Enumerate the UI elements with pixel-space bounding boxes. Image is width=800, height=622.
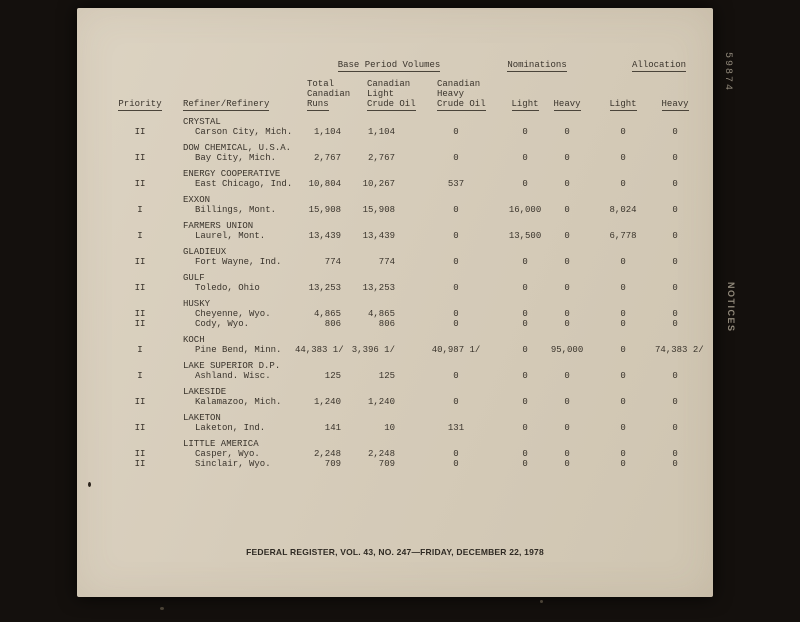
company-row — [113, 433, 711, 449]
company-name: LAKETON — [183, 413, 221, 423]
cell-priority: II — [134, 319, 146, 329]
nominations-header — [483, 60, 591, 79]
spacer-cell — [113, 137, 167, 153]
company-row — [113, 189, 711, 205]
cell-alloc-heavy: 0 — [672, 319, 678, 329]
scan-speck — [88, 482, 91, 487]
company-row — [113, 137, 711, 153]
cell-alloc-heavy: 0 — [672, 257, 678, 267]
footer-citation: FEDERAL REGISTER, VOL. 43, NO. 247—FRIDAY, DECEMBER 22, 1978 — [246, 547, 544, 557]
cell-heavy-crude: 40,987 1/ — [431, 345, 481, 355]
cell-location: Cheyenne, Wyo. — [195, 309, 271, 319]
refinery-line-row — [113, 231, 711, 241]
header-line — [113, 99, 167, 109]
company-row — [113, 215, 711, 231]
refinery-line-row — [113, 257, 711, 267]
header-line — [437, 99, 486, 109]
cell-total: 44,383 1/ — [295, 345, 344, 355]
cell-total: 125 — [324, 371, 341, 381]
cell-total: 13,439 — [308, 231, 341, 241]
cell-heavy-crude: 0 — [453, 283, 459, 293]
refinery-line-row — [113, 459, 711, 469]
refinery-line-row — [113, 345, 711, 355]
cell-alloc-heavy: 0 — [672, 127, 678, 137]
company-name: LAKE SUPERIOR D.P. — [183, 361, 281, 371]
company-name: LITTLE AMERICA — [183, 439, 259, 449]
header-line — [543, 99, 591, 109]
cell-priority: I — [137, 371, 143, 381]
company-row — [113, 381, 711, 397]
cell-priority: II — [134, 449, 146, 459]
company-name: HUSKY — [183, 299, 211, 309]
cell-nom-heavy: 0 — [564, 257, 570, 267]
scan-speck — [540, 600, 543, 603]
cell-alloc-light: 0 — [620, 179, 626, 189]
cell-nom-light: 0 — [522, 459, 528, 469]
cell-nom-light: 0 — [522, 319, 528, 329]
cell-total: 4,865 — [313, 309, 341, 319]
refinery-line-row — [113, 205, 711, 215]
cell-alloc-heavy: 0 — [672, 449, 678, 459]
cell-alloc-light: 0 — [620, 345, 626, 355]
cell-nom-heavy: 0 — [564, 153, 570, 163]
cell-nom-light: 0 — [522, 179, 528, 189]
cell-nom-heavy: 0 — [564, 309, 570, 319]
cell-alloc-light: 0 — [620, 127, 626, 137]
cell-location: Kalamazoo, Mich. — [195, 397, 282, 407]
company-name: KOCH — [183, 335, 205, 345]
cell-alloc-heavy: 0 — [672, 371, 678, 381]
cell-location: Ashland. Wisc. — [195, 371, 271, 381]
cell-nom-heavy: 0 — [564, 459, 570, 469]
cell-total: 1,240 — [313, 397, 341, 407]
column-header-nom-heavy — [543, 79, 591, 111]
cell-alloc-heavy: 0 — [672, 459, 678, 469]
notices-vertical-label: NOTICES — [726, 282, 736, 333]
company-name: DOW CHEMICAL, U.S.A. — [183, 143, 292, 153]
spacer-cell — [113, 163, 167, 179]
refinery-line-row — [113, 283, 711, 293]
header-line-underlined: Light — [511, 99, 539, 109]
spacer-cell — [113, 111, 167, 127]
company-name: ENERGY COOPERATIVE — [183, 169, 281, 179]
cell-location: Billings, Mont. — [195, 205, 277, 215]
cell-nom-light: 0 — [522, 397, 528, 407]
refinery-line-row — [113, 127, 711, 137]
allocation-header — [591, 60, 711, 79]
header-line-underlined: Heavy — [661, 99, 689, 109]
cell-light-crude: 13,253 — [362, 283, 395, 293]
cell-priority: II — [134, 283, 146, 293]
header-line: Total — [307, 79, 335, 89]
company-row — [113, 329, 711, 345]
company-name: EXXON — [183, 195, 211, 205]
cell-nom-light: 0 — [522, 371, 528, 381]
cell-priority: I — [137, 205, 143, 215]
cell-light-crude: 709 — [378, 459, 395, 469]
cell-nom-heavy: 0 — [564, 205, 570, 215]
table-body — [113, 111, 711, 469]
cell-heavy-crude: 0 — [453, 319, 459, 329]
header-line — [367, 99, 416, 109]
base-period-volumes-header-label: Base Period Volumes — [337, 60, 441, 70]
header-line: Canadian — [367, 79, 411, 89]
cell-alloc-light: 0 — [620, 319, 626, 329]
cell-alloc-heavy: 0 — [672, 179, 678, 189]
header-line — [507, 99, 543, 109]
column-header-total — [295, 79, 351, 111]
scan-speck — [160, 607, 164, 610]
header-line-underlined: Priority — [118, 99, 162, 109]
company-row — [113, 267, 711, 283]
header-line — [307, 99, 347, 109]
company-row — [113, 163, 711, 179]
refinery-line-row — [113, 319, 711, 329]
cell-alloc-heavy: 0 — [672, 309, 678, 319]
refinery-line-row — [113, 449, 711, 459]
column-header-alloc-light — [591, 79, 655, 111]
cell-alloc-light: 0 — [620, 423, 626, 433]
spacer-cell — [113, 407, 167, 423]
refinery-line-row — [113, 153, 711, 163]
base-period-volumes-header — [295, 60, 483, 79]
cell-heavy-crude: 0 — [453, 309, 459, 319]
nominations-header-label: Nominations — [507, 60, 567, 70]
refinery-line-row — [113, 423, 711, 433]
cell-nom-heavy: 0 — [564, 283, 570, 293]
refinery-line-row — [113, 397, 711, 407]
cell-alloc-heavy: 0 — [672, 397, 678, 407]
cell-alloc-light: 0 — [620, 397, 626, 407]
cell-nom-light: 0 — [522, 283, 528, 293]
cell-nom-heavy: 0 — [564, 397, 570, 407]
cell-heavy-crude: 0 — [453, 397, 459, 407]
column-header-priority — [113, 79, 167, 111]
spacer-cell — [113, 293, 167, 309]
column-header-nom-light — [483, 79, 543, 111]
cell-nom-light: 0 — [522, 345, 528, 355]
cell-nom-heavy: 0 — [564, 423, 570, 433]
cell-alloc-light: 6,778 — [609, 231, 637, 241]
cell-heavy-crude: 0 — [453, 231, 459, 241]
cell-nom-light: 0 — [522, 153, 528, 163]
cell-priority: I — [137, 231, 143, 241]
cell-total: 2,248 — [313, 449, 341, 459]
cell-location: Cody, Wyo. — [195, 319, 250, 329]
spacer-cell — [113, 189, 167, 205]
header-line-underlined: Light — [609, 99, 637, 109]
cell-nom-heavy: 0 — [564, 179, 570, 189]
cell-light-crude: 125 — [378, 371, 395, 381]
cell-location: East Chicago, Ind. — [195, 179, 293, 189]
spacer-cell — [113, 267, 167, 283]
cell-priority: II — [134, 397, 146, 407]
cell-alloc-light: 0 — [620, 459, 626, 469]
cell-nom-light: 0 — [522, 257, 528, 267]
cell-heavy-crude: 0 — [453, 449, 459, 459]
cell-alloc-heavy: 0 — [672, 153, 678, 163]
cell-light-crude: 2,248 — [367, 449, 395, 459]
cell-location: Carson City, Mich. — [195, 127, 293, 137]
cell-priority: II — [134, 309, 146, 319]
header-line — [591, 99, 655, 109]
company-row — [113, 355, 711, 371]
spacer-cell — [113, 433, 167, 449]
company-name: GULF — [183, 273, 205, 283]
cell-light-crude: 10,267 — [362, 179, 395, 189]
cell-light-crude: 806 — [378, 319, 395, 329]
cell-alloc-light: 0 — [620, 309, 626, 319]
header-line: Canadian — [437, 79, 481, 89]
header-line: Heavy — [437, 89, 465, 99]
company-row — [113, 293, 711, 309]
cell-priority: II — [134, 179, 146, 189]
cell-location: Casper, Wyo. — [195, 449, 260, 459]
cell-total: 2,767 — [313, 153, 341, 163]
cell-priority: II — [134, 257, 146, 267]
refinery-line-row — [113, 179, 711, 189]
cell-total: 709 — [324, 459, 341, 469]
cell-priority: II — [134, 423, 146, 433]
cell-light-crude: 10 — [384, 423, 395, 433]
column-header-alloc-heavy — [655, 79, 711, 111]
cell-location: Toledo, Ohio — [195, 283, 260, 293]
group-header-spacer — [113, 60, 295, 79]
cell-heavy-crude: 0 — [453, 371, 459, 381]
cell-total: 806 — [324, 319, 341, 329]
cell-location: Laurel, Mont. — [195, 231, 266, 241]
cell-alloc-heavy: 0 — [672, 231, 678, 241]
cell-nom-heavy: 0 — [564, 449, 570, 459]
cell-nom-light: 0 — [522, 423, 528, 433]
cell-alloc-light: 0 — [620, 283, 626, 293]
company-row — [113, 111, 711, 127]
header-line-underlined: Refiner/Refinery — [183, 99, 270, 109]
allocation-table — [113, 60, 711, 469]
header-line-underlined: Heavy — [553, 99, 581, 109]
spacer-cell — [113, 241, 167, 257]
cell-alloc-light: 0 — [620, 449, 626, 459]
cell-alloc-light: 0 — [620, 371, 626, 381]
document-page — [77, 8, 713, 597]
cell-alloc-heavy: 0 — [672, 423, 678, 433]
cell-light-crude: 13,439 — [362, 231, 395, 241]
company-row — [113, 241, 711, 257]
header-line — [183, 99, 295, 109]
cell-light-crude: 4,865 — [367, 309, 395, 319]
column-header-heavy-crude — [409, 79, 486, 111]
allocation-header-label: Allocation — [632, 60, 687, 70]
cell-light-crude: 1,104 — [367, 127, 395, 137]
spacer-cell — [113, 215, 167, 231]
column-header-light-crude — [347, 79, 416, 111]
cell-light-crude: 2,767 — [367, 153, 395, 163]
cell-location: Fort Wayne, Ind. — [195, 257, 282, 267]
cell-priority: I — [137, 345, 143, 355]
company-name: LAKESIDE — [183, 387, 227, 397]
header-line — [655, 99, 695, 109]
cell-nom-light: 0 — [522, 309, 528, 319]
table-header — [113, 60, 711, 111]
cell-location: Pine Bend, Minn. — [195, 345, 282, 355]
cell-alloc-heavy: 0 — [672, 283, 678, 293]
cell-light-crude: 3,396 1/ — [351, 345, 395, 355]
spacer-cell — [113, 329, 167, 345]
page-number-vertical: 59874 — [722, 52, 733, 93]
cell-light-crude: 774 — [378, 257, 395, 267]
header-line: Light — [367, 89, 395, 99]
cell-priority: II — [134, 153, 146, 163]
cell-nom-light: 0 — [522, 127, 528, 137]
cell-alloc-heavy: 74,383 2/ — [655, 345, 704, 355]
cell-alloc-light: 8,024 — [609, 205, 637, 215]
header-line-underlined: Crude Oil — [367, 99, 416, 109]
column-header-row — [113, 79, 711, 111]
company-row — [113, 407, 711, 423]
column-header-refiner — [167, 79, 295, 111]
refinery-line-row — [113, 371, 711, 381]
cell-total: 13,253 — [308, 283, 341, 293]
cell-heavy-crude: 537 — [447, 179, 465, 189]
cell-nom-light: 13,500 — [508, 231, 542, 241]
cell-nom-heavy: 0 — [564, 231, 570, 241]
cell-priority: II — [134, 127, 146, 137]
header-line-underlined: Runs — [307, 99, 329, 109]
cell-nom-heavy: 0 — [564, 371, 570, 381]
cell-total: 1,104 — [313, 127, 341, 137]
cell-light-crude: 15,908 — [362, 205, 395, 215]
cell-heavy-crude: 0 — [453, 153, 459, 163]
cell-location: Sinclair, Wyo. — [195, 459, 271, 469]
company-name: GLADIEUX — [183, 247, 227, 257]
cell-nom-light: 16,000 — [508, 205, 542, 215]
cell-nom-heavy: 0 — [564, 319, 570, 329]
group-header-row — [113, 60, 711, 79]
cell-total: 15,908 — [308, 205, 341, 215]
cell-total: 141 — [324, 423, 341, 433]
spacer-cell — [113, 381, 167, 397]
cell-location: Laketon, Ind. — [195, 423, 266, 433]
header-line: Canadian — [307, 89, 351, 99]
cell-heavy-crude: 0 — [453, 127, 459, 137]
cell-nom-heavy: 0 — [564, 127, 570, 137]
cell-heavy-crude: 0 — [453, 459, 459, 469]
cell-alloc-heavy: 0 — [672, 205, 678, 215]
spacer-cell — [113, 355, 167, 371]
cell-alloc-light: 0 — [620, 257, 626, 267]
cell-alloc-light: 0 — [620, 153, 626, 163]
cell-total: 10,804 — [308, 179, 341, 189]
refinery-line-row — [113, 309, 711, 319]
cell-heavy-crude: 131 — [447, 423, 465, 433]
company-name: FARMERS UNION — [183, 221, 254, 231]
company-name: CRYSTAL — [183, 117, 221, 127]
cell-heavy-crude: 0 — [453, 205, 459, 215]
cell-nom-heavy: 95,000 — [550, 345, 584, 355]
cell-light-crude: 1,240 — [367, 397, 395, 407]
cell-nom-light: 0 — [522, 449, 528, 459]
cell-heavy-crude: 0 — [453, 257, 459, 267]
header-line-underlined: Crude Oil — [437, 99, 486, 109]
cell-priority: II — [134, 459, 146, 469]
cell-location: Bay City, Mich. — [195, 153, 277, 163]
cell-total: 774 — [324, 257, 341, 267]
